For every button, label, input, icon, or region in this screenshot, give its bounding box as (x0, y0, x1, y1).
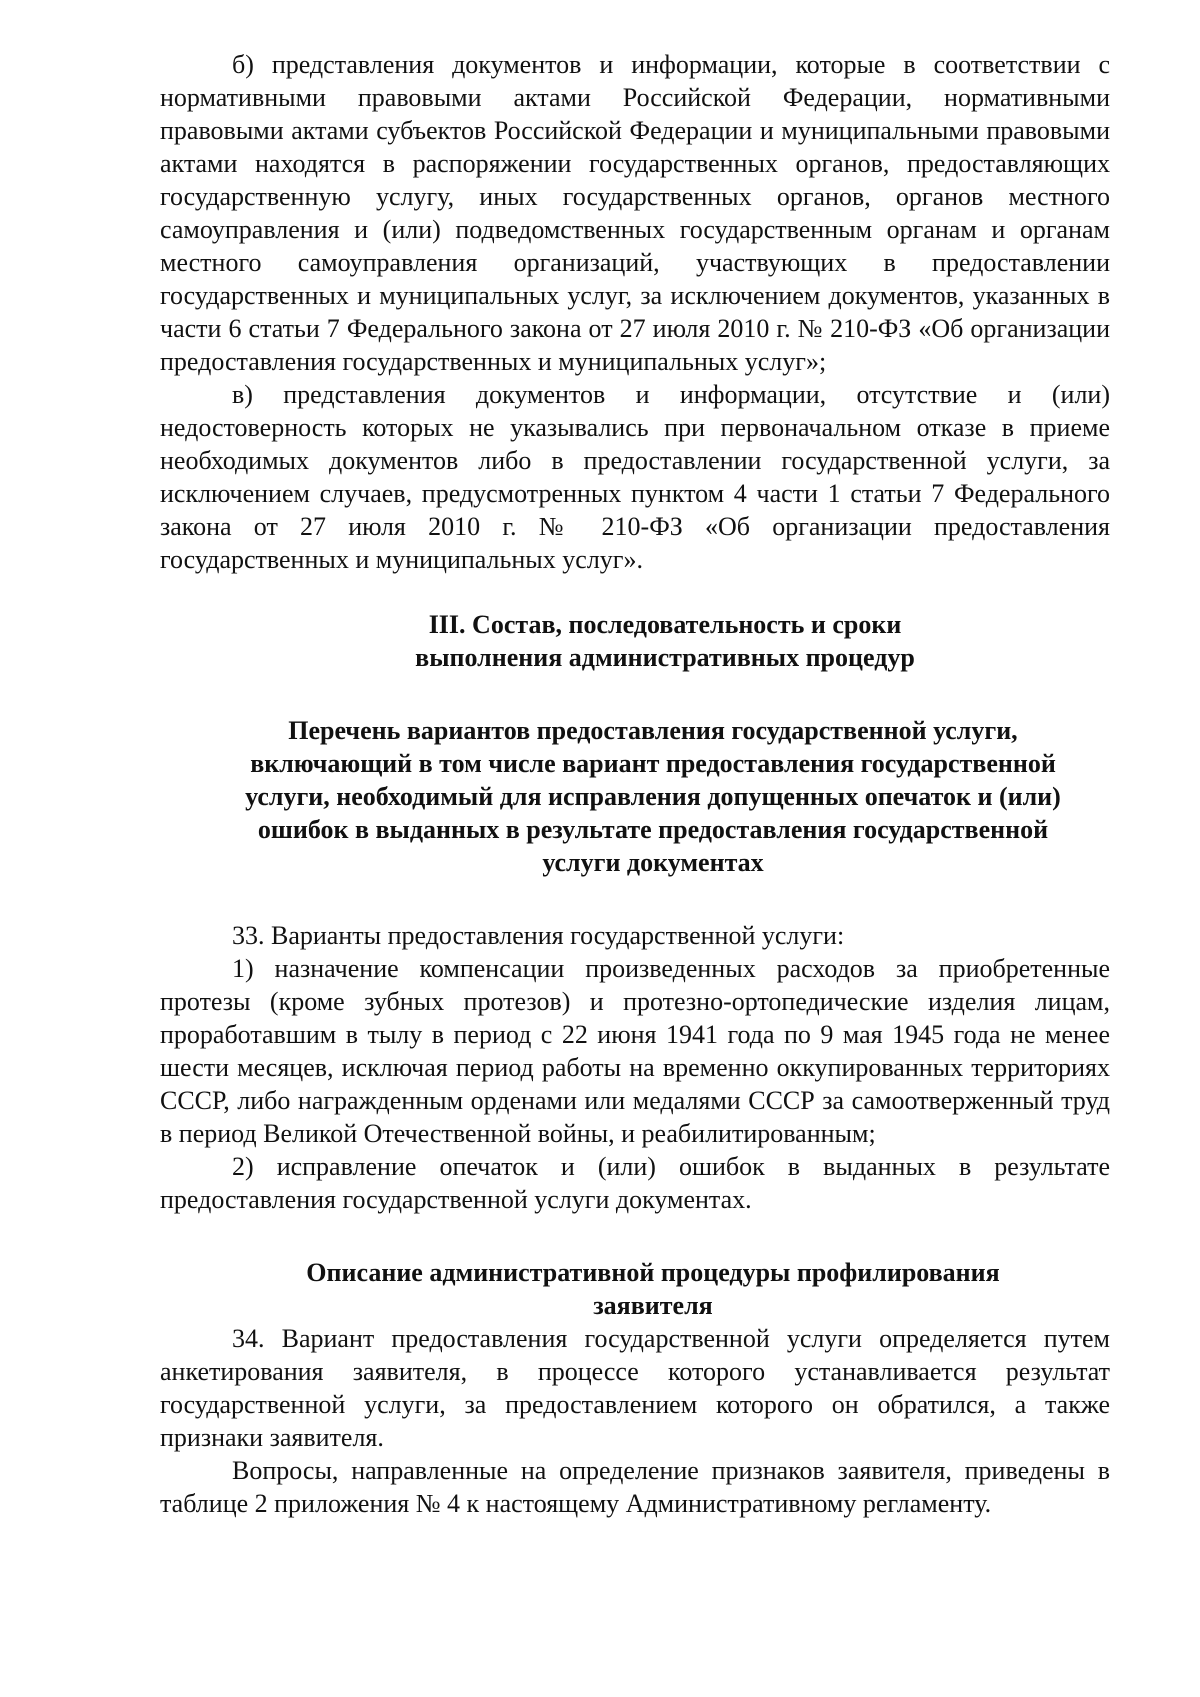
subheading-profiling-line-2: заявителя (593, 1291, 713, 1320)
subheading-variants-line-3: услуги, необходимый для исправления допущенных опечаток и (или) (245, 782, 1061, 811)
subheading-profiling (160, 1256, 1110, 1322)
subheading-profiling-line-1: Описание административной процедуры профилирования (306, 1258, 1000, 1287)
subheading-variants-line-4: ошибок в выданных в результате предоставления государственной (257, 815, 1049, 844)
section-heading-line-1: III. Состав, последовательность и сроки (428, 610, 902, 639)
paragraph-questions: Вопросы, направленные на определение признаков заявителя, приведены в таблице 2 приложения № 4 к настоящему Административному регламенту. (160, 1456, 1110, 1518)
section-heading-line-2: выполнения административных процедур (415, 643, 915, 672)
subheading-variants (160, 714, 1110, 879)
list-item-1: 1) назначение компенсации произведенных расходов за приобретенные протезы (кроме зубных протезов) и протезно-ортопедические изделия лицам, проработавшим в тылу в период с 22 июня 1941 года по 9 мая 1945 года не менее шести месяцев, исключая период работы на временно оккупированных территориях СССР, либо награжденным орденами или медалями СССР за самоотверженный труд в период Великой Отечественной войны, и реабилитированным; (160, 954, 1110, 1148)
paragraph-34: 34. Вариант предоставления государственной услуги определяется путем анкетирования заявителя, в процессе которого устанавливается результат государственной услуги, за предоставлением которого он обратился, а также признаки заявителя. (160, 1324, 1110, 1452)
section-heading (160, 608, 1110, 674)
paragraph-33: 33. Варианты предоставления государственной услуги: (232, 921, 845, 950)
subheading-variants-line-5: услуги документах (542, 848, 764, 877)
subheading-variants-line-2: включающий в том числе вариант предоставления государственной (250, 749, 1056, 778)
paragraph-v: в) представления документов и информации, отсутствие и (или) недостоверность которых не указывались при первоначальном отказе в приеме необходимых документов либо в предоставлении государственной услуги, за исключением случаев, предусмотренных пунктом 4 части 1 статьи 7 Федерального закона от 27 июля 2010 г. № 210-ФЗ «Об организации предоставления государственных и муниципальных услуг». (160, 380, 1110, 574)
subheading-variants-line-1: Перечень вариантов предоставления государственной услуги, (288, 716, 1018, 745)
document-body (160, 48, 1110, 1520)
list-item-2: 2) исправление опечаток и (или) ошибок в выданных в результате предоставления государственной услуги документах. (160, 1152, 1110, 1214)
paragraph-b: б) представления документов и информации, которые в соответствии с нормативными правовыми актами Российской Федерации, нормативными правовыми актами субъектов Российской Федерации и муниципальными правовыми актами находятся в распоряжении государственных органов, предоставляющих государственную услугу, иных государственных органов, органов местного самоуправления и (или) подведомственных государственным органам и органам местного самоуправления организаций, участвующих в предоставлении государственных и муниципальных услуг, за исключением документов, указанных в части 6 статьи 7 Федерального закона от 27 июля 2010 г. № 210-ФЗ «Об организации предоставления государственных и муниципальных услуг»; (160, 50, 1110, 376)
